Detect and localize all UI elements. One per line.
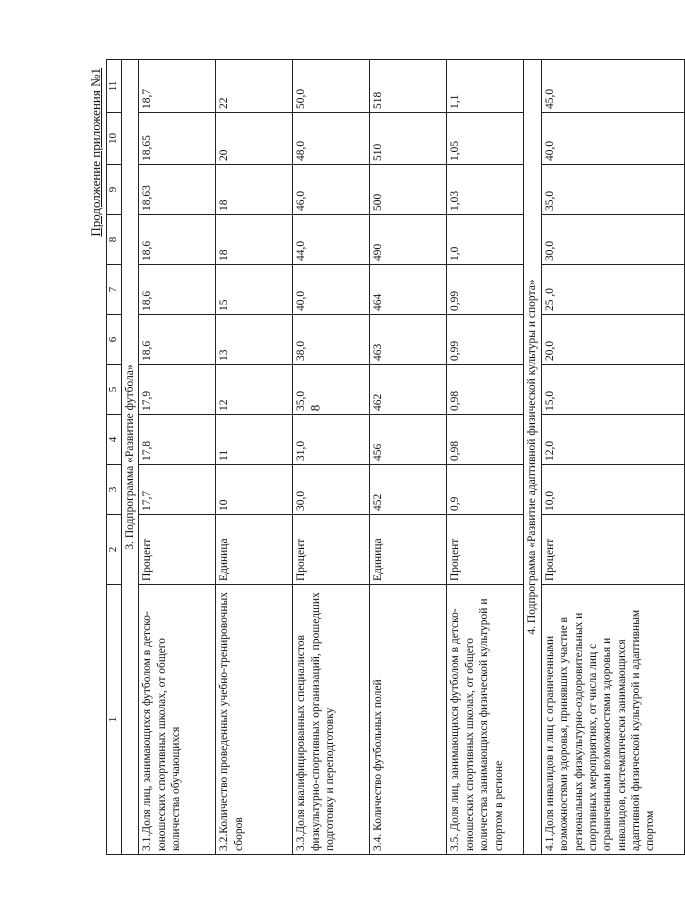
value-cell: 22 [216, 60, 293, 113]
indicator-name: 3.4. Количество футбольных полей [370, 585, 447, 855]
value-cell: 18,6 [139, 315, 216, 365]
section-heading-row [122, 60, 139, 855]
section-title: 4. Подпрограмма «Развитие адаптивной физической культуры и спорта» [524, 60, 541, 855]
unit-cell: Процент [139, 515, 216, 585]
value-cell: 510 [370, 113, 447, 165]
value-cell: 30,0 [541, 215, 684, 265]
section-title: 3. Подпрограмма «Развитие футбола» [122, 60, 139, 855]
value-cell: 12 [216, 365, 293, 415]
table-row [447, 60, 524, 855]
appendix-caption: Продолжение приложения №1 [88, 68, 103, 237]
header-cell: 4 [107, 415, 122, 465]
value-cell: 464 [370, 265, 447, 315]
value-cell: 17,8 [139, 415, 216, 465]
indicator-name: 3.1.Доля лиц, занимающихся футболом в детско-юношеских спортивных школах, от общего количества обучающихся [139, 585, 216, 855]
value-cell: 35,0 [541, 165, 684, 215]
page-number: 8 [307, 404, 323, 412]
section-heading-row [524, 60, 541, 855]
value-cell: 462 [370, 365, 447, 415]
value-cell: 18,6 [139, 265, 216, 315]
table-row [216, 60, 293, 855]
indicator-name: 3.5. Доля лиц, занимающихся футболом в детско-юношеских спортивных школах, от общего количества занимающихся физической культурой и спортом в регионе [447, 585, 524, 855]
header-cell: 5 [107, 365, 122, 415]
value-cell: 11 [216, 415, 293, 465]
value-cell: 1,05 [447, 113, 524, 165]
value-cell: 518 [370, 60, 447, 113]
value-cell: 38,0 [293, 315, 370, 365]
value-cell: 50,0 [293, 60, 370, 113]
value-cell: 18,6 [139, 215, 216, 265]
value-cell: 10 [216, 465, 293, 515]
table-row [139, 60, 216, 855]
value-cell: 500 [370, 165, 447, 215]
value-cell: 0,99 [447, 265, 524, 315]
unit-cell: Процент [293, 515, 370, 585]
value-cell: 490 [370, 215, 447, 265]
table-row [370, 60, 447, 855]
value-cell: 40,0 [541, 113, 684, 165]
value-cell: 35,0 [293, 365, 370, 415]
unit-cell: Процент [447, 515, 524, 585]
value-cell: 0,9 [447, 465, 524, 515]
value-cell: 452 [370, 465, 447, 515]
indicator-name: 4.1.Доля инвалидов и лиц с ограниченными возможностями здоровья, принявших участие в региональных физкультурно-оздоровительных и спортивных мероприятиях, от числа лиц с ограниченными возможностями здоровья и инвалидов, систематически занимающихся адаптивной физической культурой и адаптивным спортом [541, 585, 684, 855]
header-cell: 9 [107, 165, 122, 215]
header-cell: 8 [107, 215, 122, 265]
value-cell: 17,7 [139, 465, 216, 515]
value-cell: 25 ,0 [541, 265, 684, 315]
value-cell: 40,0 [293, 265, 370, 315]
indicator-name: 3.3.Доля квалифицированных специалистов физкультурно-спортивных организаций, прошедших подготовку и переподготовку [293, 585, 370, 855]
value-cell: 456 [370, 415, 447, 465]
rotated-page [88, 60, 657, 855]
table-row [293, 60, 370, 855]
header-cell: 6 [107, 315, 122, 365]
header-cell: 3 [107, 465, 122, 515]
value-cell: 15,0 [541, 365, 684, 415]
value-cell: 48,0 [293, 113, 370, 165]
table-body [122, 60, 685, 855]
unit-cell: Процент [541, 515, 684, 585]
value-cell: 17,9 [139, 365, 216, 415]
value-cell: 1,1 [447, 60, 524, 113]
unit-cell: Единица [370, 515, 447, 585]
header-cell: 7 [107, 265, 122, 315]
header-cell: 1 [107, 585, 122, 855]
value-cell: 0,98 [447, 365, 524, 415]
value-cell: 1,0 [447, 215, 524, 265]
value-cell: 10,0 [541, 465, 684, 515]
value-cell: 44,0 [293, 215, 370, 265]
table-row [541, 60, 684, 855]
value-cell: 18 [216, 215, 293, 265]
value-cell: 13 [216, 315, 293, 365]
header-cell: 2 [107, 515, 122, 585]
value-cell: 463 [370, 315, 447, 365]
value-cell: 18 [216, 165, 293, 215]
header-cell: 11 [107, 60, 122, 113]
value-cell: 0,99 [447, 315, 524, 365]
value-cell: 45,0 [541, 60, 684, 113]
header-row [107, 60, 122, 855]
value-cell: 30,0 [293, 465, 370, 515]
value-cell: 20 [216, 113, 293, 165]
indicators-table [106, 59, 685, 855]
indicator-name: 3.2.Количество проведенных учебно-тренировочных сборов [216, 585, 293, 855]
value-cell: 1,03 [447, 165, 524, 215]
unit-cell: Единица [216, 515, 293, 585]
value-cell: 20,0 [541, 315, 684, 365]
value-cell: 18,65 [139, 113, 216, 165]
value-cell: 0,98 [447, 415, 524, 465]
value-cell: 18,7 [139, 60, 216, 113]
value-cell: 15 [216, 265, 293, 315]
header-cell: 10 [107, 113, 122, 165]
value-cell: 18,63 [139, 165, 216, 215]
value-cell: 31,0 [293, 415, 370, 465]
value-cell: 46,0 [293, 165, 370, 215]
value-cell: 12,0 [541, 415, 684, 465]
